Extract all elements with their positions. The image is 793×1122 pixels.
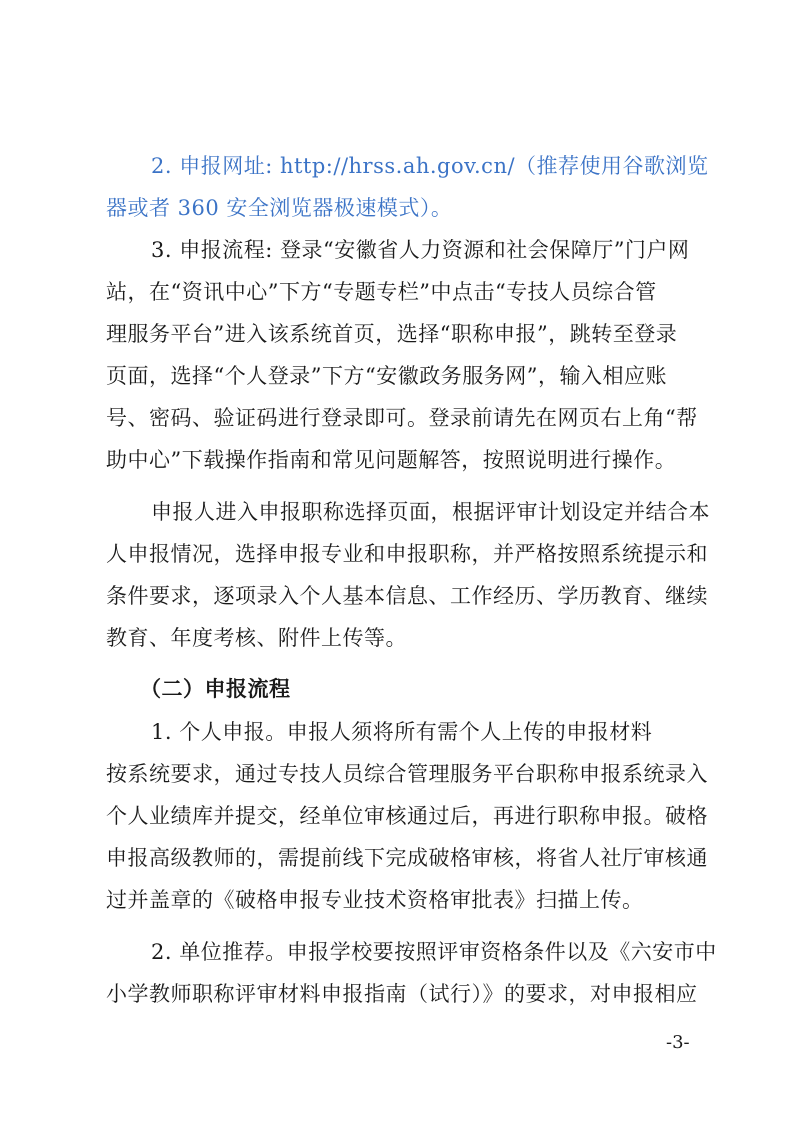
paragraph-flow-line-6: 助中心”下载操作指南和常见问题解答，按照说明进行操作。 xyxy=(106,448,677,472)
paragraph-personal-line-3: 个人业绩库并提交，经单位审核通过后，再进行职称申报。破格 xyxy=(106,804,708,828)
paragraph-entry-line-3: 条件要求，逐项录入个人基本信息、工作经历、学历教育、继续 xyxy=(106,584,708,608)
paragraph-flow-line-5: 号、密码、验证码进行登录即可。登录前请先在网页右上角“帮 xyxy=(106,406,698,430)
paragraph-url-line-2: 器或者 360 安全浏览器极速模式）。 xyxy=(106,196,453,220)
paragraph-entry-line-1: 申报人进入申报职称选择页面，根据评审计划设定并结合本 xyxy=(151,500,710,524)
paragraph-unit-line-1: 2. 单位推荐。申报学校要按照评审资格条件以及《六安市中 xyxy=(151,940,717,964)
paragraph-url-line-1: 2. 申报网址: http://hrss.ah.gov.cn/（推荐使用谷歌浏览 xyxy=(151,154,709,178)
paragraph-personal-line-2: 按系统要求，通过专技人员综合管理服务平台职称申报系统录入 xyxy=(106,762,708,786)
paragraph-flow-line-4: 页面，选择“个人登录”下方“安徽政务服务网”，输入相应账 xyxy=(106,364,667,388)
paragraph-flow-line-1: 3. 申报流程: 登录“安徽省人力资源和社会保障厅”门户网 xyxy=(151,238,690,262)
paragraph-unit-line-2: 小学教师职称评审材料申报指南（试行）》的要求，对申报相应 xyxy=(106,982,698,1006)
page-number: -3- xyxy=(666,1032,690,1053)
paragraph-flow-line-3: 理服务平台”进入该系统首页，选择“职称申报”，跳转至登录 xyxy=(106,322,678,346)
paragraph-flow-line-2: 站，在“资讯中心”下方“专题专栏”中点击“专技人员综合管 xyxy=(106,280,657,304)
paragraph-entry-line-4: 教育、年度考核、附件上传等。 xyxy=(106,626,407,650)
paragraph-entry-line-2: 人申报情况，选择申报专业和申报职称，并严格按照系统提示和 xyxy=(106,542,708,566)
paragraph-personal-line-4: 申报高级教师的，需提前线下完成破格审核，将省人社厅审核通 xyxy=(106,846,708,870)
paragraph-personal-line-5: 过并盖章的《破格申报专业技术资格审批表》扫描上传。 xyxy=(106,888,644,912)
section-heading-text: （二）申报流程 xyxy=(140,676,291,701)
paragraph-personal-line-1: 1. 个人申报。申报人须将所有需个人上传的申报材料 xyxy=(151,720,653,744)
